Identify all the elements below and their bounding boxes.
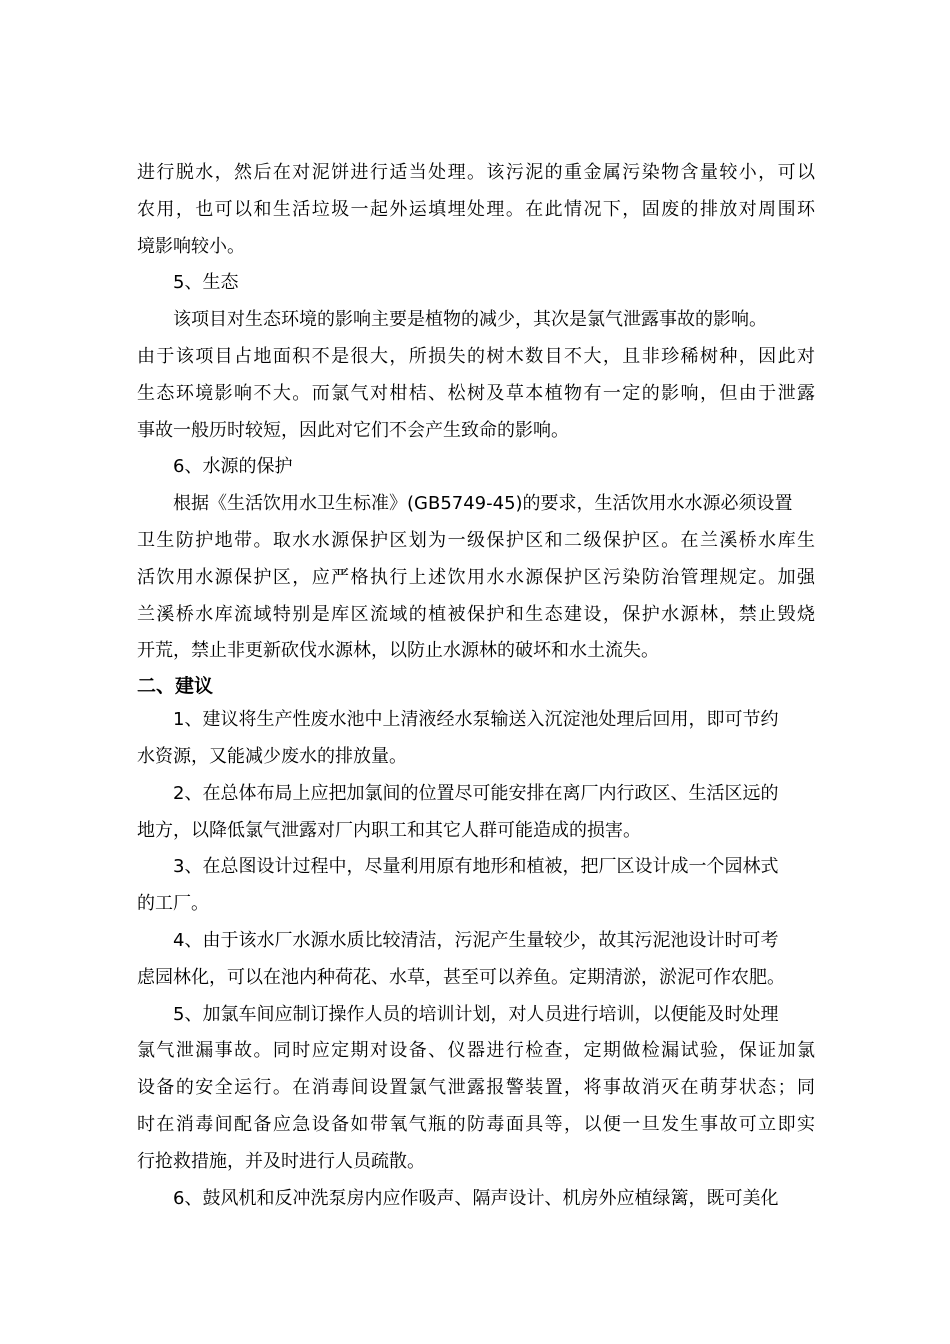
subheading-text: 6、水源的保护 — [173, 456, 293, 478]
text-line: 2、在总体布局上应把加氯间的位置尽可能安排在离厂内行政区、生活区远的 — [173, 782, 779, 804]
paragraph-ecology — [137, 302, 815, 449]
document-page — [137, 155, 815, 1217]
suggestion-5 — [137, 997, 815, 1181]
paragraph-water-protection — [137, 486, 815, 670]
suggestion-3 — [137, 849, 815, 923]
text-line: 6、鼓风机和反冲洗泵房内应作吸声、隔声设计、机房外应植绿篱，既可美化 — [173, 1187, 779, 1209]
subheading-ecology — [137, 265, 815, 302]
text-line: 进行脱水，然后在对泥饼进行适当处理。该污泥的重金属污染物含量较小，可以 — [137, 162, 815, 183]
text-line: 氯气泄漏事故。同时应定期对设备、仪器进行检查，定期做检漏试验，保证加氯 — [137, 1040, 815, 1062]
text-line: 1、建议将生产性废水池中上清液经水泵输送入沉淀池处理后回用，即可节约 — [173, 709, 779, 731]
subheading-text: 5、生态 — [173, 272, 239, 294]
text-line: 虑园林化，可以在池内种荷花、水草，甚至可以养鱼。定期清淤，淤泥可作农肥。 — [137, 966, 785, 988]
text-line: 事故一般历时较短，因此对它们不会产生致命的影响。 — [137, 419, 569, 441]
suggestion-2 — [137, 776, 815, 850]
text-line: 的工厂。 — [137, 893, 209, 915]
suggestion-4 — [137, 923, 815, 997]
suggestion-1 — [137, 702, 815, 776]
text-line: 时在消毒间配备应急设备如带氧气瓶的防毒面具等，以便一旦发生事故可立即实 — [137, 1113, 815, 1135]
text-line: 行抢救措施，并及时进行人员疏散。 — [137, 1150, 425, 1172]
text-line: 地方，以降低氯气泄露对厂内职工和其它人群可能造成的损害。 — [137, 819, 641, 841]
text-line: 开荒，禁止非更新砍伐水源林，以防止水源林的破坏和水土流失。 — [137, 640, 659, 662]
text-line: 4、由于该水厂水源水质比较清洁，污泥产生量较少，故其污泥池设计时可考 — [173, 929, 779, 951]
text-line: 活饮用水源保护区，应严格执行上述饮用水水源保护区污染防治管理规定。加强 — [137, 566, 815, 588]
text-line: 5、加氯车间应制订操作人员的培训计划，对人员进行培训，以便能及时处理 — [173, 1003, 779, 1025]
text-line: 生态环境影响不大。而氯气对柑桔、松树及草本植物有一定的影响，但由于泄露 — [137, 382, 815, 404]
text-line: 由于该项目占地面积不是很大，所损失的树木数目不大，且非珍稀树种，因此对 — [137, 345, 815, 367]
text-line: 卫生防护地带。取水水源保护区划为一级保护区和二级保护区。在兰溪桥水库生 — [137, 529, 815, 551]
section-heading: 二、建议 — [137, 675, 214, 698]
text-line: 根据《生活饮用水卫生标准》(GB5749-45)的要求，生活饮用水水源必须设置 — [173, 493, 793, 515]
text-line: 3、在总图设计过程中，尽量利用原有地形和植被，把厂区设计成一个园林式 — [173, 856, 779, 878]
paragraph-solid-waste — [137, 155, 815, 265]
text-line: 该项目对生态环境的影响主要是植物的减少，其次是氯气泄露事故的影响。 — [173, 309, 767, 331]
text-line: 水资源，又能减少废水的排放量。 — [137, 745, 407, 767]
text-line: 农用，也可以和生活垃圾一起外运填埋处理。在此情况下，固废的排放对周围环 — [137, 198, 815, 220]
text-line: 兰溪桥水库流域特别是库区流域的植被保护和生态建设，保护水源林，禁止毁烧 — [137, 603, 815, 625]
subheading-water-protection — [137, 449, 815, 486]
text-line: 设备的安全运行。在消毒间设置氯气泄露报警装置，将事故消灭在萌芽状态；同 — [137, 1077, 815, 1099]
suggestion-6 — [137, 1181, 815, 1218]
text-line: 境影响较小。 — [137, 235, 245, 257]
